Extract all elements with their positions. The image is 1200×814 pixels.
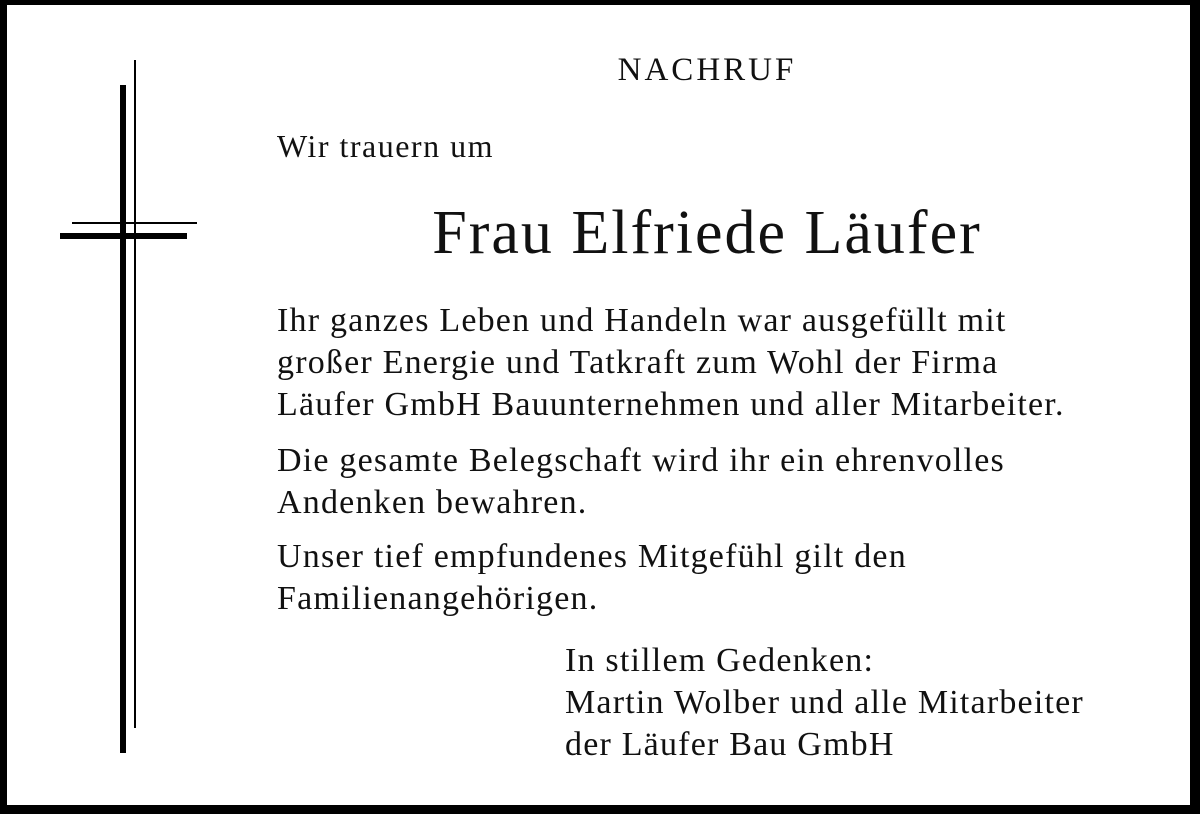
closing-line: In stillem Gedenken: [565, 642, 875, 679]
paragraph-line: Die gesamte Belegschaft wird ihr ein ehrenvolles [277, 442, 1005, 479]
closing-line: der Läufer Bau GmbH [565, 726, 895, 763]
text-column [277, 0, 1137, 814]
paragraph-line: großer Energie und Tatkraft zum Wohl der Firma [277, 344, 999, 381]
deceased-name: Frau Elfriede Läufer [432, 199, 982, 267]
closing-signature-block [565, 640, 1084, 766]
cross-vertical-thick-line [120, 85, 126, 753]
cross-vertical-thin-line [134, 60, 136, 728]
intro-line: Wir trauern um [277, 128, 494, 164]
paragraph-line: Unser tief empfundenes Mitgefühl gilt den [277, 538, 907, 575]
paragraph-line: Familienangehörigen. [277, 580, 599, 617]
cross-horizontal-thick-line [60, 233, 187, 239]
paragraph-tribute [277, 300, 1065, 426]
paragraph-line: Ihr ganzes Leben und Handeln war ausgefüllt mit [277, 302, 1007, 339]
cross-horizontal-thin-line [72, 222, 197, 224]
paragraph-line: Läufer GmbH Bauunternehmen und aller Mitarbeiter. [277, 386, 1065, 423]
paragraph-remembrance [277, 440, 1005, 524]
paragraph-condolence [277, 536, 907, 620]
closing-line: Martin Wolber und alle Mitarbeiter [565, 684, 1084, 721]
page-title: NACHRUF [617, 52, 797, 88]
paragraph-line: Andenken bewahren. [277, 484, 588, 521]
